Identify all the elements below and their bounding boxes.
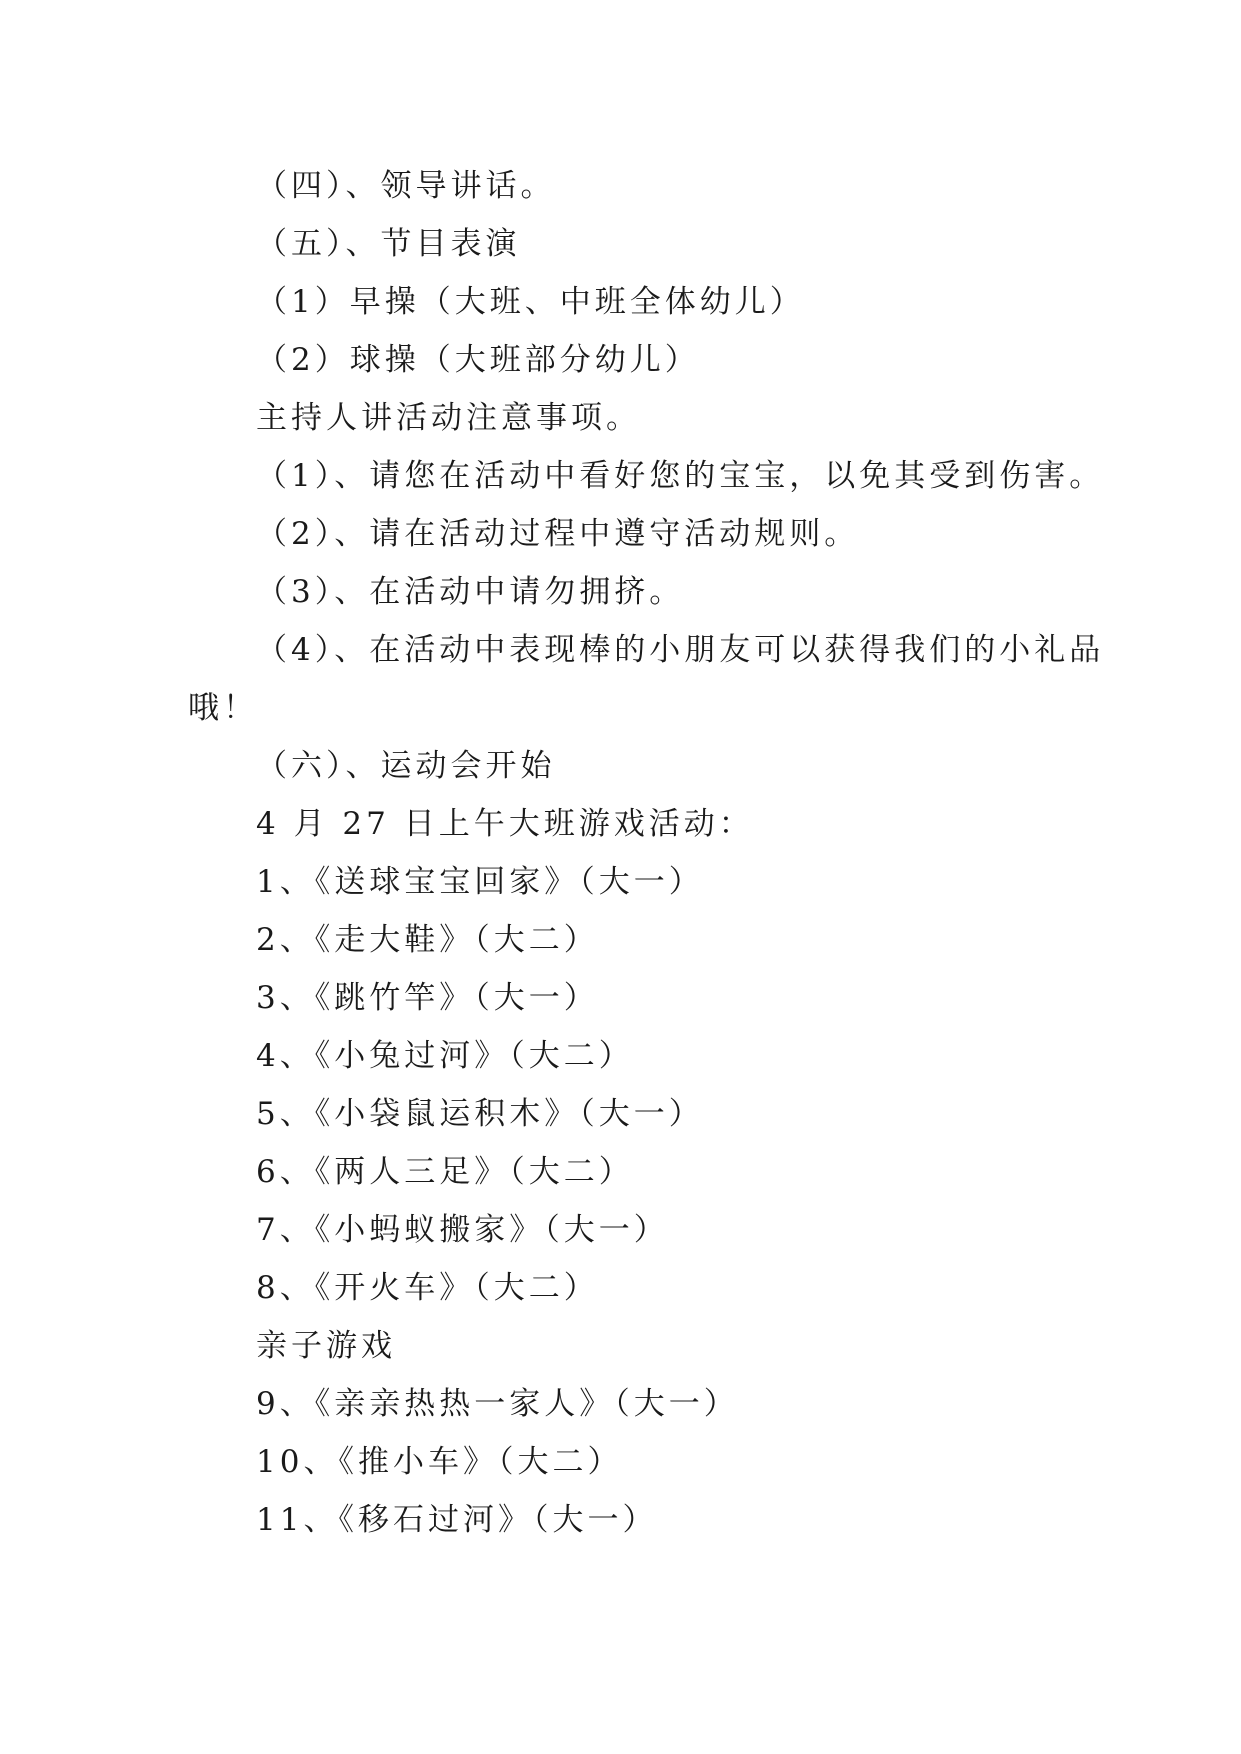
section-heading-performance: （五）、节目表演 bbox=[256, 226, 521, 262]
game-item-9: 9、《亲亲热热一家人》（大一） bbox=[256, 1386, 739, 1422]
game-item-2: 2、《走大鞋》（大二） bbox=[256, 922, 599, 958]
section-heading-leader-speech: （四）、领导讲话。 bbox=[256, 168, 556, 204]
games-schedule-heading: 4 月 27 日上午大班游戏活动： bbox=[256, 806, 754, 842]
program-item-ball-exercise: （2）球操（大班部分幼儿） bbox=[256, 342, 700, 378]
game-item-8: 8、《开火车》（大二） bbox=[256, 1270, 599, 1306]
game-item-10: 10、《推小车》（大二） bbox=[256, 1444, 623, 1480]
game-item-4: 4、《小兔过河》（大二） bbox=[256, 1038, 634, 1074]
program-item-morning-exercise: （1）早操（大班、中班全体幼儿） bbox=[256, 284, 805, 320]
notice-item-4-continuation: 哦！ bbox=[188, 690, 258, 726]
game-item-3: 3、《跳竹竿》（大一） bbox=[256, 980, 599, 1016]
notice-item-3: （3）、在活动中请勿拥挤。 bbox=[256, 574, 685, 610]
game-item-7: 7、《小蚂蚁搬家》（大一） bbox=[256, 1212, 669, 1248]
host-notice-heading: 主持人讲活动注意事项。 bbox=[256, 400, 641, 436]
notice-item-4: （4）、在活动中表现棒的小朋友可以获得我们的小礼品 bbox=[256, 632, 1105, 668]
parent-child-games-heading: 亲子游戏 bbox=[256, 1328, 396, 1364]
game-item-5: 5、《小袋鼠运积木》（大一） bbox=[256, 1096, 704, 1132]
game-item-11: 11、《移石过河》（大一） bbox=[256, 1502, 658, 1538]
game-item-1: 1、《送球宝宝回家》（大一） bbox=[256, 864, 704, 900]
section-heading-games-start: （六）、运动会开始 bbox=[256, 748, 556, 784]
game-item-6: 6、《两人三足》（大二） bbox=[256, 1154, 634, 1190]
notice-item-1: （1）、请您在活动中看好您的宝宝，以免其受到伤害。 bbox=[256, 458, 1105, 494]
notice-item-2: （2）、请在活动过程中遵守活动规则。 bbox=[256, 516, 860, 552]
